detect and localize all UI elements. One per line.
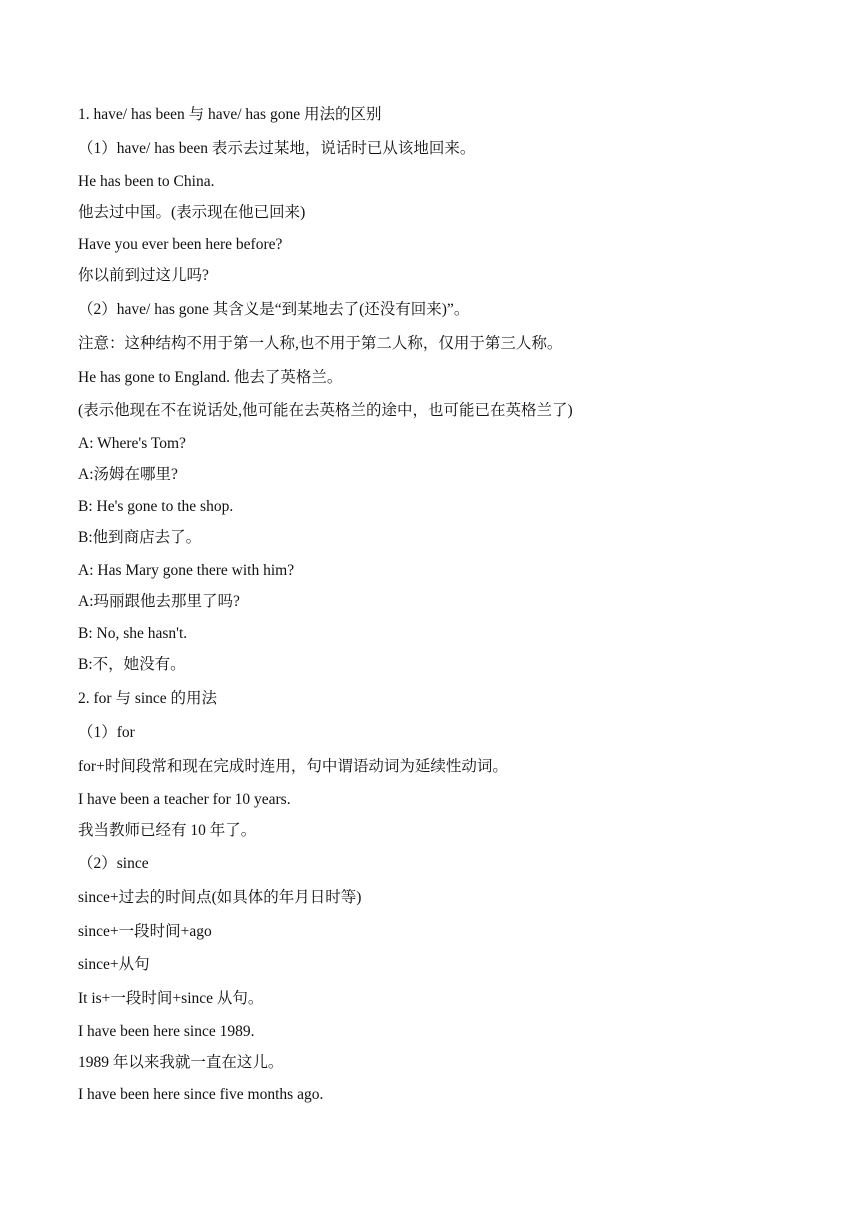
rule-text: for+时间段常和现在完成时连用，句中谓语动词为延续性动词。 (78, 758, 508, 775)
example-sentence: I have been here since 1989. (78, 1023, 255, 1040)
dialogue-translation: B:不，她没有。 (78, 656, 186, 673)
example-sentence: I have been here since five months ago. (78, 1086, 324, 1103)
dialogue-line: B: He's gone to the shop. (78, 498, 234, 515)
dialogue-translation: A:汤姆在哪里? (78, 466, 178, 483)
example-translation: 我当教师已经有 10 年了。 (78, 822, 257, 839)
section-heading-have-been-vs-have-gone: 1. have/ has been 与 have/ has gone 用法的区别 (78, 106, 382, 123)
rule-text: It is+一段时间+since 从句。 (78, 990, 264, 1007)
example-sentence: He has gone to England. 他去了英格兰。 (78, 369, 343, 386)
rule-text: since+从句 (78, 956, 150, 973)
example-translation: 你以前到过这儿吗? (78, 267, 209, 284)
explanation-text: (表示他现在不在说话处,他可能在去英格兰的途中，也可能已在英格兰了) (78, 402, 573, 419)
example-translation: 他去过中国。(表示现在他已回来) (78, 204, 306, 221)
example-sentence: He has been to China. (78, 173, 215, 190)
note-text: 注意：这种结构不用于第一人称,也不用于第二人称，仅用于第三人称。 (78, 335, 563, 352)
subheading-since: （2）since (78, 855, 149, 872)
example-sentence: Have you ever been here before? (78, 236, 283, 253)
example-sentence: I have been a teacher for 10 years. (78, 791, 291, 808)
dialogue-translation: A:玛丽跟他去那里了吗? (78, 593, 240, 610)
subheading-have-been: （1）have/ has been 表示去过某地，说话时已从该地回来。 (78, 140, 476, 157)
section-heading-for-vs-since: 2. for 与 since 的用法 (78, 690, 218, 707)
rule-text: since+过去的时间点(如具体的年月日时等) (78, 889, 362, 906)
subheading-have-gone: （2）have/ has gone 其含义是“到某地去了(还没有回来)”。 (78, 301, 470, 318)
example-translation: 1989 年以来我就一直在这儿。 (78, 1054, 284, 1071)
dialogue-line: A: Has Mary gone there with him? (78, 562, 295, 579)
dialogue-line: A: Where's Tom? (78, 435, 186, 452)
rule-text: since+一段时间+ago (78, 923, 212, 940)
dialogue-line: B: No, she hasn't. (78, 625, 188, 642)
dialogue-translation: B:他到商店去了。 (78, 529, 202, 546)
subheading-for: （1）for (78, 724, 135, 741)
